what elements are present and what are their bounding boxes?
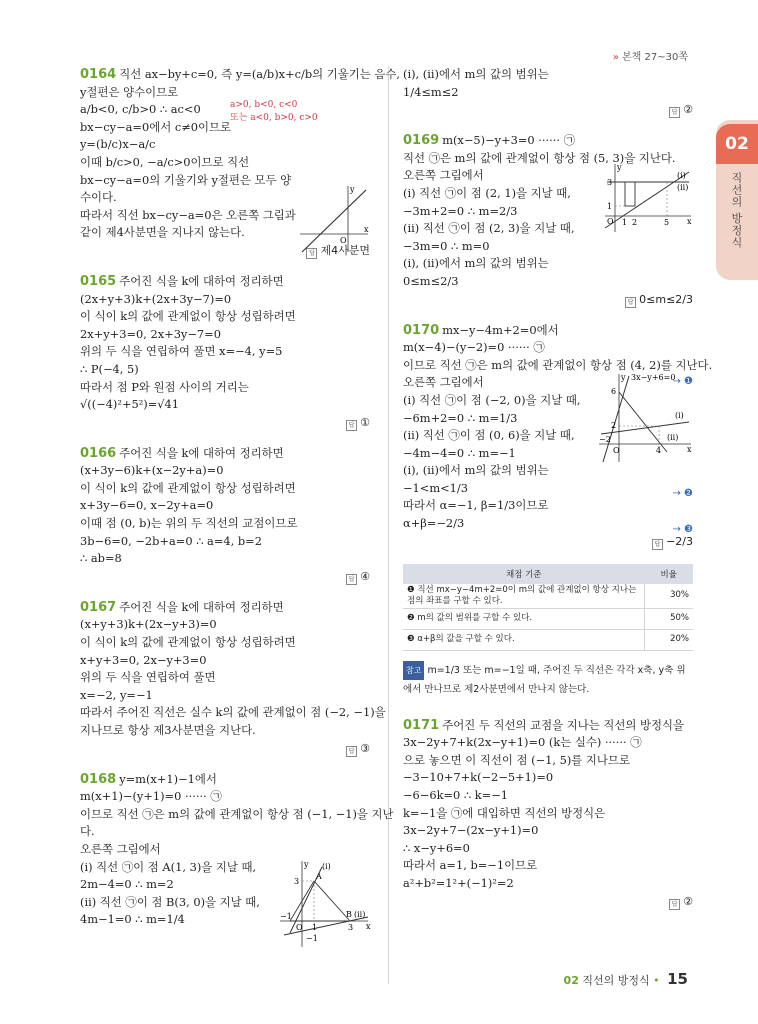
solution-line: 오른쪽 그림에서 xyxy=(403,168,484,183)
svg-text:3: 3 xyxy=(348,922,354,932)
chapter-tab xyxy=(716,120,758,280)
svg-text:y: y xyxy=(617,163,622,173)
solution-line: 3x−2y+7−(2x−y+1)=0 xyxy=(403,823,539,838)
solution-line: −6m+2=0 ∴ m=1/3 xyxy=(403,410,518,425)
svg-text:1: 1 xyxy=(622,218,628,228)
solution-line: 따라서 α=−1, β=1/3이므로 xyxy=(403,498,549,513)
solution-line: 3b−6=0, −2b+a=0 ∴ a=4, b=2 xyxy=(80,533,262,548)
right-column xyxy=(403,66,713,924)
figure-0168 xyxy=(278,859,370,949)
problem-0170 xyxy=(403,322,713,550)
problem-number: 0167 xyxy=(80,599,117,615)
fig-origin-label: O xyxy=(340,236,347,245)
tip-note: 참고 m=1/3 또는 m=−1일 때, 주어진 두 직선은 각각 x축, y축 위에서 만나므로 제2사분면에서 만나지 않는다. xyxy=(403,661,693,699)
solution-line: 다. xyxy=(80,824,95,839)
table-header: 비율 xyxy=(645,564,694,584)
answer-icon: 답 xyxy=(669,107,680,118)
solution-line: 따라서 주어진 직선은 실수 k의 값에 관계없이 점 (−2, −1)을 xyxy=(80,705,386,720)
answer: 답 ① xyxy=(80,414,370,431)
solution-line: 이 식이 k의 값에 관계없이 항상 성립하려면 xyxy=(80,480,296,495)
table-row: ❸ α+β의 값을 구할 수 있다. 20% xyxy=(403,629,693,650)
problem-number: 0168 xyxy=(80,771,117,787)
solution-line: 위의 두 식을 연립하여 풀면 xyxy=(80,670,216,685)
svg-text:−1: −1 xyxy=(280,911,292,921)
solution-line: ∴ x−y+6=0 xyxy=(403,840,470,855)
solution-line: 이므로 직선 ㉠은 m의 값에 관계없이 항상 점 (4, 2)를 지난다. xyxy=(403,357,713,372)
fig-origin-label: O xyxy=(296,922,303,932)
figure-0164 xyxy=(298,184,370,254)
problem-number: 0169 xyxy=(403,133,440,149)
svg-text:(i): (i) xyxy=(675,410,684,420)
scoring-table xyxy=(403,564,693,651)
svg-text:2: 2 xyxy=(632,218,638,228)
solution-line: x+3y−6=0, x−2y+a=0 xyxy=(80,498,214,513)
answer: 답 ③ xyxy=(80,740,370,757)
page-footer: 02 직선의 방정식 • 15 xyxy=(563,970,688,988)
solution-line: α+β=−2/3 xyxy=(403,516,465,531)
solution-line: √((−4)²+5²)=√41 xyxy=(80,397,180,412)
solution-line: 이때 점 (0, b)는 위의 두 직선의 교점이므로 xyxy=(80,516,298,531)
table-header: 채점 기준 xyxy=(403,564,645,584)
answer: 답 제4사분면 xyxy=(80,242,370,259)
svg-text:B: B xyxy=(346,909,352,919)
problem-0166 xyxy=(80,445,370,585)
svg-text:x: x xyxy=(687,444,692,454)
solution-line: (ii) 직선 ㉠이 점 B(3, 0)을 지날 때, xyxy=(80,894,260,909)
solution-line: 이 식이 k의 값에 관계없이 항상 성립하려면 xyxy=(80,635,296,650)
solution-line: (i), (ii)에서 m의 값의 범위는 xyxy=(403,67,549,81)
answer-icon: 답 xyxy=(346,746,357,757)
score-marker: → ❸ xyxy=(672,523,693,535)
solution-line: 1/4≤m≤2 xyxy=(403,84,459,99)
answer: 답 ④ xyxy=(80,568,370,585)
problem-0164 xyxy=(80,66,401,259)
solution-line: 수이다. xyxy=(80,190,117,205)
solution-line: 오른쪽 그림에서 xyxy=(403,375,484,390)
solution-line: −3m=0 ∴ m=0 xyxy=(403,238,490,253)
problem-number: 0165 xyxy=(80,273,117,289)
problem-number: 0166 xyxy=(80,445,117,461)
svg-text:1: 1 xyxy=(607,202,613,212)
solution-line: (ii) 직선 ㉠이 점 (2, 3)을 지날 때, xyxy=(403,221,575,236)
solution-line: bx−cy−a=0에서 c≠0이므로 xyxy=(80,119,232,134)
left-column xyxy=(80,66,401,943)
solution-line: 0171 주어진 두 직선의 교점을 지나는 직선의 방정식을 xyxy=(403,717,684,733)
solution-line: −4m−4=0 ∴ m=−1 xyxy=(403,445,516,460)
solution-line: 이므로 직선 ㉠은 m의 값에 관계없이 항상 점 (−1, −1)을 지난 xyxy=(80,806,394,821)
problem-number: 0170 xyxy=(403,322,440,338)
problem-0171 xyxy=(403,717,693,910)
solution-line: 으로 놓으면 이 직선이 점 (−1, 5)를 지나므로 xyxy=(403,752,630,767)
solution-line: 오른쪽 그림에서 xyxy=(80,841,161,856)
table-row: ❷ m의 값의 범위를 구할 수 있다. 50% xyxy=(403,608,693,629)
solution-line: 0168 y=m(x+1)−1에서 xyxy=(80,771,217,787)
score-marker: → ❷ xyxy=(672,487,693,499)
solution-line: (i), (ii)에서 m의 값의 범위는 xyxy=(403,463,549,478)
solution-line: a/b<0, c/b>0 ∴ ac<0 xyxy=(80,102,201,117)
problem-0169 xyxy=(403,132,693,307)
svg-text:y: y xyxy=(621,372,626,382)
solution-line: 0169 m(x−5)−y+3=0 ······ ㉠ xyxy=(403,133,576,149)
solution-line: 이때 b/c>0, −a/c>0이므로 직선 xyxy=(80,154,250,169)
score-marker: → ❶ xyxy=(672,375,693,387)
solution-line: −3−10+7+k(−2−5+1)=0 xyxy=(403,770,554,785)
problem-number: 0171 xyxy=(403,717,440,733)
svg-text:O: O xyxy=(607,217,614,227)
answer-icon: 답 xyxy=(652,539,663,550)
fig-x-label: x xyxy=(364,225,369,234)
svg-text:−1: −1 xyxy=(306,933,318,943)
svg-text:−2: −2 xyxy=(599,434,611,444)
fig-y-label: y xyxy=(350,185,355,194)
svg-text:5: 5 xyxy=(664,218,670,228)
svg-text:6: 6 xyxy=(611,386,617,396)
solution-line: x=−2, y=−1 xyxy=(80,687,153,702)
solution-line: m(x−4)−(y−2)=0 ······ ㉠ xyxy=(403,340,545,355)
fig-y-label: y xyxy=(304,859,309,869)
book-reference: » 본책 27~30쪽 xyxy=(612,52,688,63)
answer-icon: 답 xyxy=(346,420,357,431)
svg-text:3x−y+6=0: 3x−y+6=0 xyxy=(631,372,676,382)
solution-line: x+y+3=0, 2x−y+3=0 xyxy=(80,652,207,667)
solution-line: 지나므로 항상 제3사분면을 지난다. xyxy=(80,723,256,737)
svg-text:(ii): (ii) xyxy=(667,432,679,442)
solution-line: ∴ ab=8 xyxy=(80,551,122,566)
problem-0167 xyxy=(80,599,386,757)
solution-line: (x+3y−6)k+(x−2y+a)=0 xyxy=(80,463,224,478)
solution-line: 0164 직선 ax−by+c=0, 즉 y=(a/b)x+c/b의 기울기는 음수, xyxy=(80,67,401,82)
solution-line: 0170 mx−y−4m+2=0에서 xyxy=(403,322,559,338)
solution-line: 0166 주어진 식을 k에 대하여 정리하면 xyxy=(80,445,284,461)
answer: 답 −2/3 xyxy=(403,533,693,550)
problem-number: 0164 xyxy=(80,67,117,82)
solution-line: y=(b/c)x−a/c xyxy=(80,137,156,152)
svg-text:(ii): (ii) xyxy=(354,909,366,919)
page-number: 15 xyxy=(667,970,688,988)
solution-line: 위의 두 식을 연립하여 풀면 x=−4, y=5 xyxy=(80,344,283,359)
figure-0169 xyxy=(603,162,693,234)
solution-line: 따라서 a=1, b=−1이므로 xyxy=(403,858,538,873)
svg-text:A: A xyxy=(316,871,322,881)
solution-line: 0167 주어진 식을 k에 대하여 정리하면 xyxy=(80,599,284,615)
solution-line: 2m−4=0 ∴ m=2 xyxy=(80,877,174,892)
svg-text:3: 3 xyxy=(294,876,300,886)
table-row: ❶ 직선 mx−y−4m+2=0이 m의 값에 관계없이 항상 지나는 점의 좌표를 구할 수 있다. 30% xyxy=(403,584,693,609)
solution-line: (i) 직선 ㉠이 점 (−2, 0)을 지날 때, xyxy=(403,392,581,407)
chapter-title: 직선의 방정식 xyxy=(730,172,743,249)
svg-text:(i): (i) xyxy=(677,171,686,181)
solution-line: (i), (ii)에서 m의 값의 범위는 xyxy=(403,256,549,271)
solution-line: 3x−2y+7+k(2x−y+1)=0 (k는 실수) ······ ㉠ xyxy=(403,735,642,750)
svg-text:O: O xyxy=(613,445,620,455)
answer-icon: 답 xyxy=(625,297,636,308)
answer: 답 0≤m≤2/3 xyxy=(403,291,693,308)
solution-line: k=−1을 ㉠에 대입하면 직선의 방정식은 xyxy=(403,805,606,820)
chapter-number: 02 xyxy=(716,124,758,164)
column-divider xyxy=(388,66,389,984)
solution-line: (i) 직선 ㉠이 점 (2, 1)을 지날 때, xyxy=(403,185,571,200)
answer-icon: 답 xyxy=(306,248,317,259)
solution-line: 2x+y+3=0, 2x+3y−7=0 xyxy=(80,326,221,341)
svg-text:(ii): (ii) xyxy=(677,183,689,193)
solution-line: ∴ P(−4, 5) xyxy=(80,361,139,376)
solution-line: −6−6k=0 ∴ k=−1 xyxy=(403,788,509,803)
solution-line: (i) 직선 ㉠이 점 A(1, 3)을 지날 때, xyxy=(80,859,257,874)
solution-line: 따라서 직선 bx−cy−a=0은 오른쪽 그림과 xyxy=(80,207,296,222)
answer-icon: 답 xyxy=(669,899,680,910)
problem-0168 xyxy=(80,771,394,943)
solution-line: (2x+y+3)k+(2x+3y−7)=0 xyxy=(80,291,232,306)
answer: 답 ② xyxy=(403,101,693,118)
svg-text:4: 4 xyxy=(656,445,662,455)
figure-0170 xyxy=(597,372,693,464)
solution-line: 4m−1=0 ∴ m=1/4 xyxy=(80,912,185,927)
solution-line: 0165 주어진 식을 k에 대하여 정리하면 xyxy=(80,273,284,289)
sign-note: a>0, b<0, c<0 또는 a<0, b>0, c>0 xyxy=(230,100,318,123)
solution-line: −3m+2=0 ∴ m=2/3 xyxy=(403,203,518,218)
svg-text:(i): (i) xyxy=(322,861,331,871)
solution-line: bx−cy−a=0의 기울기와 y절편은 모두 양 xyxy=(80,172,292,187)
solution-line: (x+y+3)k+(2x−y+3)=0 xyxy=(80,617,217,632)
solution-line: 따라서 점 P와 원점 사이의 거리는 xyxy=(80,379,249,394)
fig-x-label: x xyxy=(366,921,371,931)
answer: 답 ② xyxy=(403,893,693,910)
solution-line: 0≤m≤2/3 xyxy=(403,273,459,288)
solution-line: 직선 ㉠은 m의 값에 관계없이 항상 점 (5, 3)을 지난다. xyxy=(403,150,676,165)
svg-text:2: 2 xyxy=(611,420,617,430)
answer-icon: 답 xyxy=(346,574,357,585)
solution-line: 이 식이 k의 값에 관계없이 항상 성립하려면 xyxy=(80,309,296,324)
problem-0165 xyxy=(80,273,370,431)
problem-cont xyxy=(403,66,693,118)
solution-line: (ii) 직선 ㉠이 점 (0, 6)을 지날 때, xyxy=(403,428,575,443)
solution-line: 같이 제4사분면을 지나지 않는다. xyxy=(80,225,245,240)
svg-text:3: 3 xyxy=(607,178,613,188)
solution-line: a²+b²=1²+(−1)²=2 xyxy=(403,876,514,890)
tip-badge: 참고 xyxy=(403,661,424,680)
svg-text:1: 1 xyxy=(312,922,318,932)
solution-line: y절편은 양수이므로 xyxy=(80,84,179,99)
svg-text:x: x xyxy=(687,217,692,227)
solution-line: −1<m<1/3 xyxy=(403,480,469,495)
solution-line: m(x+1)−(y+1)=0 ······ ㉠ xyxy=(80,789,222,804)
